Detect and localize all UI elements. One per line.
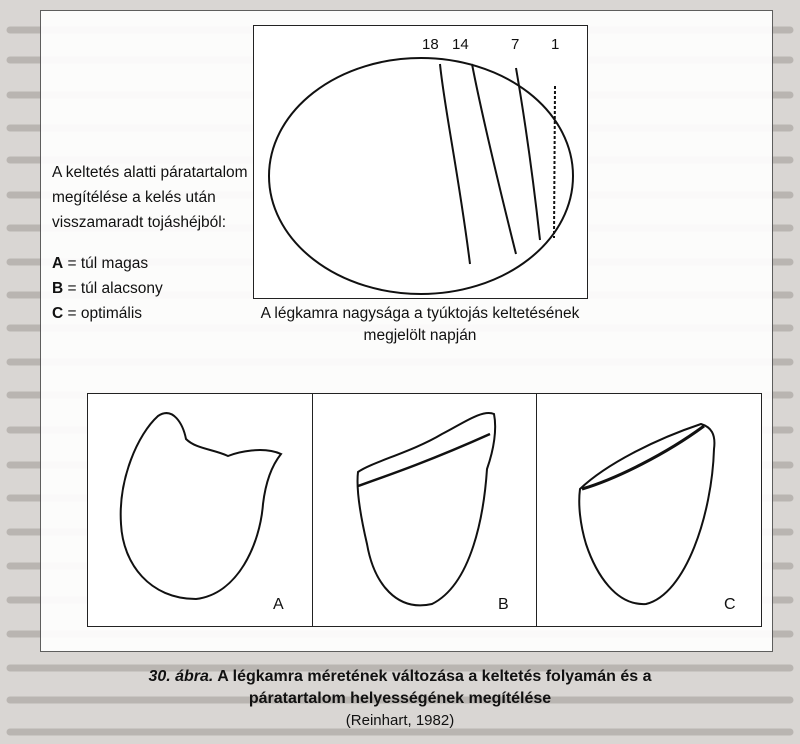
day-label-1: 1 xyxy=(551,36,560,53)
figure-title: A légkamra méretének változása a keltetés folyamán és a páratartalom helyességének megítélése xyxy=(217,668,652,707)
shell-comparison-panel xyxy=(87,393,762,627)
legend-item-a: A = túl magas xyxy=(52,255,149,272)
day-label-14: 14 xyxy=(452,36,469,53)
figure-caption xyxy=(100,666,700,710)
shell-label-b: B xyxy=(498,596,509,613)
air-cell-line-day-7 xyxy=(516,68,540,240)
shell-cell-a xyxy=(88,394,313,626)
egg-illustration xyxy=(254,26,587,298)
legend-item-c: C = optimális xyxy=(52,305,143,322)
legend-intro: A keltetés alatti páratartalom megítélése a kelés után visszamaradt tojáshéjból: xyxy=(52,164,248,231)
egg-air-cell-panel xyxy=(253,25,588,299)
day-label-7: 7 xyxy=(511,36,520,53)
shell-cell-b xyxy=(312,394,537,626)
shell-label-a: A xyxy=(273,596,284,613)
shell-cell-c xyxy=(536,394,761,626)
shell-label-c: C xyxy=(724,596,736,613)
air-cell-line-day-18 xyxy=(440,64,470,264)
figure-number: 30. ábra. xyxy=(148,668,214,685)
figure-source: (Reinhart, 1982) xyxy=(345,712,455,729)
air-cell-line-day-14 xyxy=(472,64,516,254)
humidity-legend xyxy=(52,160,282,326)
shell-a-illustration xyxy=(88,394,312,626)
shell-b-illustration xyxy=(312,394,536,626)
legend-item-b: B = túl alacsony xyxy=(52,280,163,297)
shell-c-illustration xyxy=(536,394,761,626)
day-label-18: 18 xyxy=(422,36,439,53)
egg-caption: A légkamra nagysága a tyúktojás keltetésének megjelölt napján xyxy=(260,305,580,344)
air-cell-line-day-1 xyxy=(554,86,555,238)
